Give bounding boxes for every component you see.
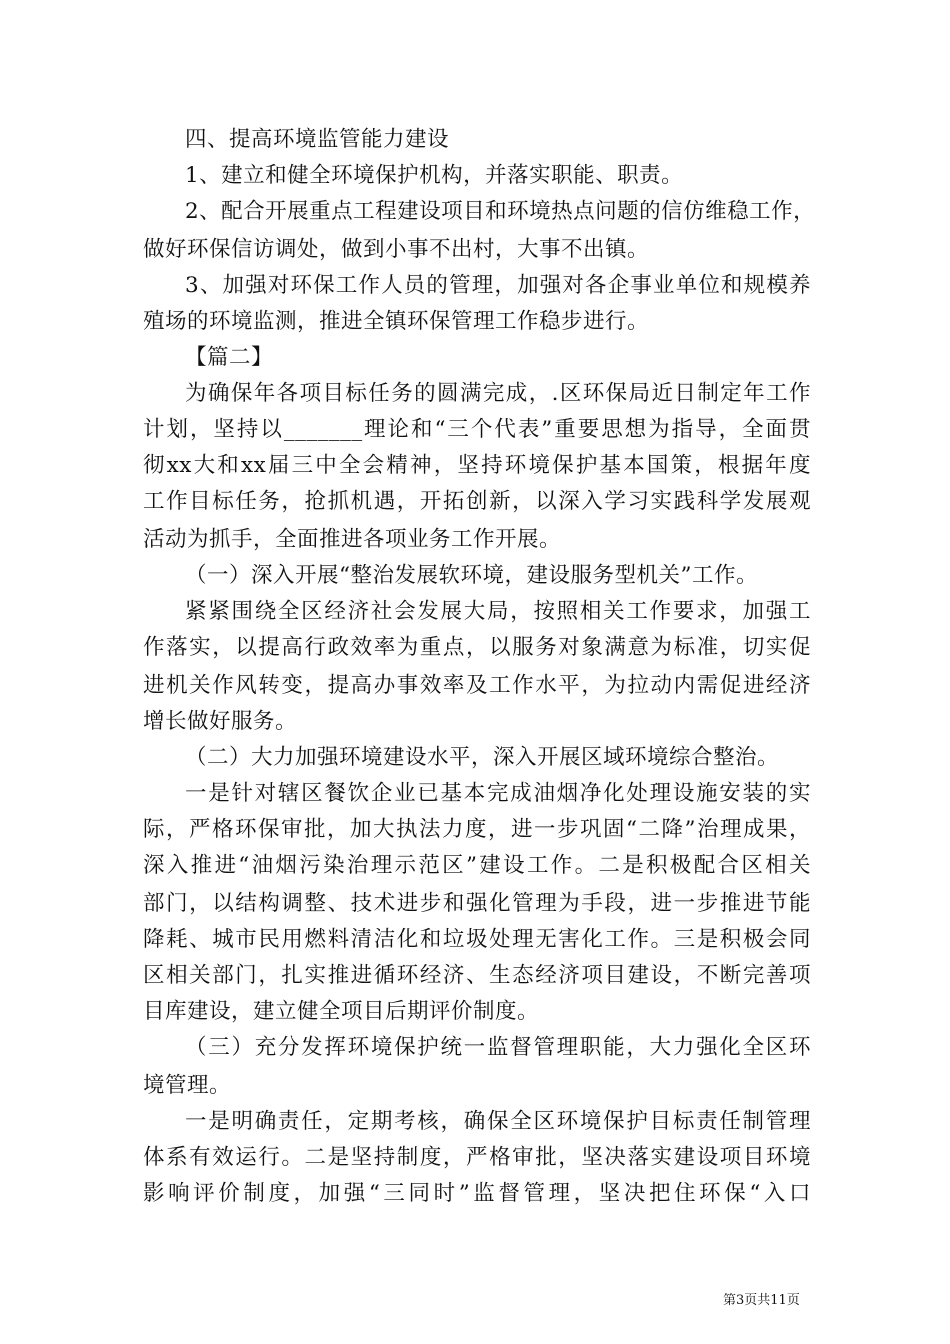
paragraph-line: 工作目标任务，抢抓机遇，开拓创新，以深入学习实践科学发展观 — [143, 489, 811, 514]
paragraph-line: 体系有效运行。二是坚持制度，严格审批，坚决落实建设项目环境 — [143, 1145, 811, 1170]
paragraph-line: 际，严格环保审批，加大执法力度，进一步巩固“二降”治理成果， — [143, 817, 811, 842]
paragraph-line: 做好环保信访调处，做到小事不出村，大事不出镇。 — [143, 237, 650, 262]
paragraph-line: 进机关作风转变，提高办事效率及工作水平，为拉动内需促进经济 — [143, 673, 811, 698]
paragraph-line: 2、配合开展重点工程建设项目和环境热点问题的信仿维稳工作， — [185, 199, 816, 224]
paragraph-line: 增长做好服务。 — [143, 709, 298, 734]
paragraph-line: 目库建设，建立健全项目后期评价制度。 — [143, 999, 540, 1024]
paragraph-line: 为确保年各项目标任务的圆满完成，.区环保局近日制定年工作 — [185, 381, 811, 406]
paragraph-line: 影响评价制度，加强“三同时”监督管理，坚决把住环保“入口 — [143, 1181, 811, 1206]
paragraph-line: 部门，以结构调整、技术进步和强化管理为手段，进一步推进节能 — [143, 891, 811, 916]
paragraph-line: 3、加强对环保工作人员的管理，加强对各企事业单位和规模养 — [185, 273, 811, 298]
paragraph-line: 活动为抓手，全面推进各项业务工作开展。 — [143, 527, 562, 552]
page-number: 第3页共11页 — [723, 1293, 800, 1308]
paragraph-line: 一是针对辖区餐饮企业已基本完成油烟净化处理设施安装的实 — [185, 781, 811, 806]
paragraph-line: 作落实，以提高行政效率为重点，以服务对象满意为标准，切实促 — [143, 635, 811, 660]
paragraph-line: 计划，坚持以_______理论和“三个代表”重要思想为指导，全面贯 — [143, 417, 811, 442]
paragraph-line: 彻xx大和xx届三中全会精神，坚持环境保护基本国策，根据年度 — [143, 453, 811, 478]
section-heading: 四、提高环境监管能力建设 — [185, 127, 450, 152]
paragraph-line: 殖场的环境监测，推进全镇环保管理工作稳步进行。 — [143, 309, 650, 334]
subsection-heading: （一）深入开展“整治发展软环境，建设服务型机关”工作。 — [185, 563, 758, 588]
subsection-heading: （三）充分发挥环境保护统一监督管理职能，大力强化全区环 — [185, 1035, 811, 1060]
paragraph-line: 1、建立和健全环境保护机构，并落实职能、职责。 — [185, 163, 684, 188]
paragraph-line: 一是明确责任，定期考核，确保全区环境保护目标责任制管理 — [185, 1109, 811, 1134]
paragraph-line: 降耗、城市民用燃料清洁化和垃圾处理无害化工作。三是积极会同 — [143, 927, 811, 952]
paragraph-line: 深入推进“油烟污染治理示范区”建设工作。二是积极配合区相关 — [143, 853, 811, 878]
section-heading: 【篇二】 — [185, 345, 274, 370]
subsection-heading-continued: 境管理。 — [143, 1073, 232, 1098]
paragraph-line: 紧紧围绕全区经济社会发展大局，按照相关工作要求，加强工 — [185, 599, 811, 624]
paragraph-line: 区相关部门，扎实推进循环经济、生态经济项目建设，不断完善项 — [143, 963, 811, 988]
subsection-heading: （二）大力加强环境建设水平，深入开展区域环境综合整治。 — [185, 745, 780, 770]
